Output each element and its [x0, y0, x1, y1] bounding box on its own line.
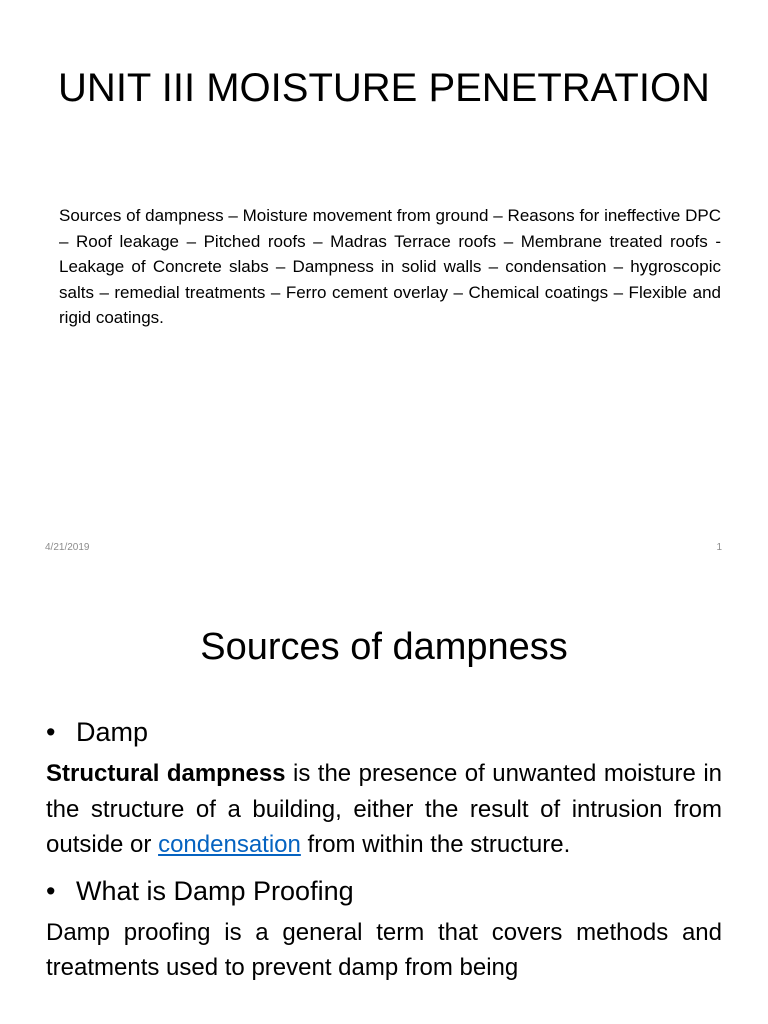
bullet-dot: • — [46, 717, 56, 747]
bullet-text: Damp — [76, 717, 149, 747]
condensation-link[interactable]: condensation — [158, 831, 301, 858]
bullet-text: What is Damp Proofing — [76, 875, 354, 906]
bold-term: Structural dampness — [46, 760, 286, 787]
bullet-dot: • — [46, 875, 56, 906]
slide-number: 1 — [716, 542, 722, 553]
slide-content — [46, 714, 722, 986]
slide-title: Sources of dampness — [200, 626, 568, 668]
slide-subtitle: Sources of dampness – Moisture movement from ground – Reasons for ineffective DPC – Roof leakage – Pitched roofs – Madras Terrace roofs – Membrane treated roofs - Leakage of Concrete slabs – Dampness in solid walls – condensation – hygroscopic salts – remedial treatments – Ferro cement overlay – Chemical coatings – Flexible and rigid coatings. — [59, 206, 721, 328]
bullet-item — [46, 873, 722, 909]
paragraph: Damp proofing is a general term that covers methods and treatments used to prevent damp from being — [46, 918, 722, 981]
paragraph — [46, 756, 722, 863]
slide-title: UNIT III MOISTURE PENETRATION — [58, 66, 710, 110]
paragraph-text: from within the structure. — [300, 831, 571, 858]
slide-date: 4/21/2019 — [45, 542, 90, 553]
bullet-item — [46, 714, 722, 750]
slide-2 — [0, 576, 768, 1024]
paragraph-text: is the presence of unwanted moisture in the structure of a building, either the result of intrusion from outside or — [46, 760, 722, 858]
